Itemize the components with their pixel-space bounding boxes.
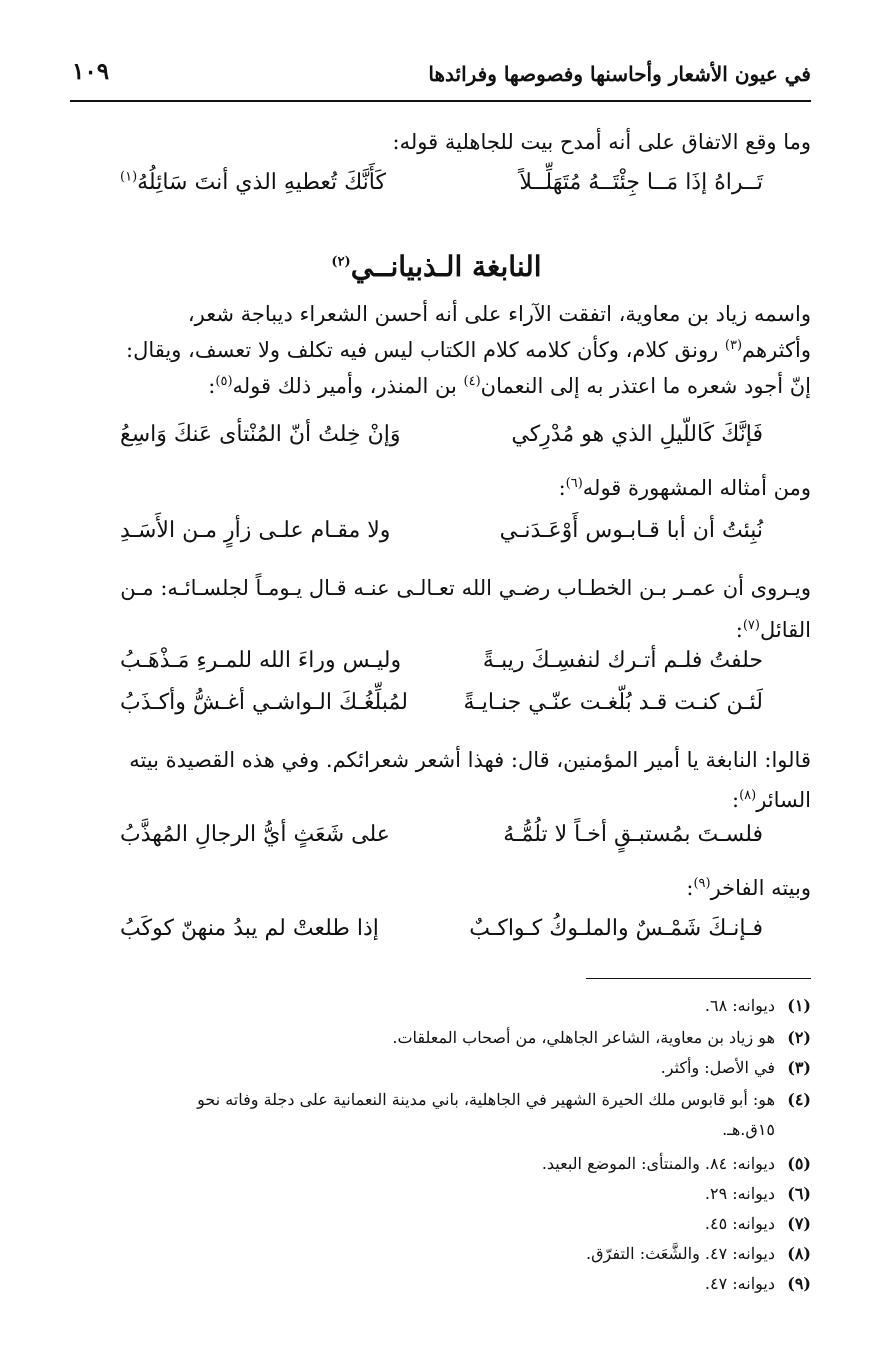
verse-7-second-hemistich: إذا طلعتْ لم يبدُ منهنّ كوكَبُ: [120, 916, 379, 941]
footnote-number: (٧): [787, 1214, 811, 1233]
verse-5-first-hemistich: لَئـن كنـت قـد بُلّغـت عنّـي جنـايـةً: [463, 690, 763, 715]
footnote-ref-3: (٣): [724, 338, 743, 353]
verse-5: [120, 690, 763, 730]
paragraph-umar: [66, 570, 811, 648]
footnote-text: ديوانه: ٨٤. والمنتأى: الموضع البعيد.: [541, 1154, 775, 1173]
footnote-7: [66, 1212, 811, 1236]
verse-6-first-hemistich: فلسـتَ بمُستبـقٍ أخـاً لا تلُمُّـهُ: [503, 822, 763, 847]
verse-2: [120, 422, 763, 462]
footnote-number: (٦): [787, 1184, 811, 1203]
paragraph-line: السائر$^{(٨)}$:: [731, 788, 811, 812]
footnote-number: (٨): [787, 1244, 811, 1263]
footnote-number: (٣): [787, 1058, 811, 1077]
page-number: ١٠٩: [72, 58, 110, 85]
footnote-ref-1: (١): [120, 169, 138, 185]
verse-4-first-hemistich: حلفتُ فلـم أتـرك لنفسِـكَ ريبـةً: [482, 648, 763, 673]
paragraph-line: قالوا: النابغة يا أمير المؤمنين، قال: فهذا أشعر شعرائكم. وفي هذه القصيدة بيته: [129, 748, 811, 772]
paragraph-line: القائل$^{(٧)}$:: [735, 618, 811, 642]
paragraph-intro: وما وقع الاتفاق على أنه أمدح بيت للجاهلية قوله:: [392, 130, 811, 154]
verse-7-first-hemistich: فـإنـكَ شَمْـسٌ والملـوكُ كـواكـبٌ: [469, 916, 763, 941]
footnote-9: [66, 1272, 811, 1296]
verse-3: [120, 518, 763, 558]
footnote-2: [66, 1026, 811, 1050]
header-rule: [70, 100, 811, 102]
footnote-3: [66, 1056, 811, 1080]
footnote-1: [66, 994, 811, 1018]
footnote-text: ديوانه: ٤٧.: [704, 1274, 775, 1293]
paragraph-proverbs: ومن أمثاله المشهورة قوله$^{(٦)}$:: [558, 476, 811, 500]
paragraph-biography: [66, 296, 811, 404]
verse-1-second-hemistich: كَأَنَّكَ تُعطيهِ الذي أنتَ سَائِلُهُ$^{(١)}$: [120, 169, 386, 195]
footnote-number: (٩): [787, 1274, 811, 1293]
footnote-ref-4: (٤): [463, 374, 481, 389]
verse-4-second-hemistich: وليـس وراءَ الله للمـرءِ مَـذْهَـبُ: [120, 648, 402, 673]
verse-5-second-hemistich: لمُبلِّغُـكَ الـواشـي أغـشُّ وأكـذَبُ: [120, 690, 408, 715]
running-title: في عيون الأشعار وأحاسنها وفصوصها وفرائدها: [428, 62, 811, 86]
footnote-text: ديوانه: ٦٨.: [704, 996, 775, 1015]
footnote-text: هو زياد بن معاوية، الشاعر الجاهلي، من أصحاب المعلقات.: [392, 1028, 775, 1047]
footnote-text: ديوانه: ٤٥.: [704, 1214, 775, 1233]
paragraph-line: وأكثرهم$^{(٣)}$ رونق كلام، وكأن كلامه كلام الكتاب ليس فيه تكلف ولا تعسف، ويقال:: [126, 338, 811, 362]
section-title: النابغة الـذبيانــي$^{(٢)}$: [331, 250, 542, 283]
footnote-8: [66, 1242, 811, 1266]
verse-1-first-hemistich: تَــراهُ إذَا مَــا جِئْتَــهُ مُتَهَلِّــلاً: [519, 170, 763, 195]
verse-2-second-hemistich: وَإنْ خِلتُ أنّ المُنْتأى عَنكَ وَاسِعُ: [120, 422, 401, 447]
footnote-text: ديوانه: ٢٩.: [704, 1184, 775, 1203]
paragraph-line: واسمه زياد بن معاوية، اتفقت الآراء على أنه أحسن الشعراء ديباجة شعر،: [187, 302, 811, 326]
footnote-6: [66, 1182, 811, 1206]
footnote-text: هو: أبو قابوس ملك الحيرة الشهير في الجاهلية، باني مدينة النعمانية على دجلة وفاته نحو: [197, 1090, 775, 1109]
footnote-ref-5: (٥): [215, 374, 233, 389]
footnote-ref-7: (٧): [742, 618, 760, 633]
paragraph-famous-verse: وبيته الفاخر$^{(٩)}$:: [686, 876, 811, 900]
verse-2-first-hemistich: فَإنَّكَ كَاللّيلِ الذي هو مُدْرِكي: [511, 422, 763, 447]
paragraph-line: إنّ أجود شعره ما اعتذر به إلى النعمان$^{(٤)}$ بن المنذر، وأمير ذلك قوله$^{(٥)}$:: [208, 374, 811, 398]
footnote-5: [66, 1152, 811, 1176]
footnote-text: ديوانه: ٤٧. والشَّعَث: التفرّق.: [586, 1244, 775, 1263]
footnote-number: (٤): [787, 1090, 811, 1109]
verse-1: [120, 170, 763, 210]
paragraph-verdict: [66, 742, 811, 818]
verse-6: [120, 822, 763, 862]
verse-3-second-hemistich: ولا مقـام علـى زأرٍ مـن الأَسَـدِ: [120, 518, 391, 543]
footnote-separator: [586, 978, 811, 979]
verse-6-second-hemistich: على شَعَثٍ أيُّ الرجالِ المُهذَّبُ: [120, 822, 390, 847]
verse-7: [120, 916, 763, 956]
footnote-ref-6: (٦): [565, 476, 583, 491]
footnote-number: (١): [787, 996, 811, 1015]
paragraph-line: ويـروى أن عمـر بـن الخطـاب رضـي الله تعـالـى عنـه قـال يـومـاً لجلسـائـه: مـن: [120, 576, 811, 600]
footnote-ref-9: (٩): [693, 876, 711, 891]
footnote-4: [66, 1088, 811, 1142]
verse-4: [120, 648, 763, 688]
footnote-number: (٢): [787, 1028, 811, 1047]
verse-3-first-hemistich: نُبِئتُ أن أبا قـابـوس أَوْعَـدَنـي: [499, 518, 763, 543]
footnote-ref-2: (٢): [331, 254, 351, 270]
footnote-continuation: ١٥ق.هـ.: [722, 1120, 775, 1139]
footnote-ref-8: (٨): [739, 788, 757, 803]
footnote-text: في الأصل: وأكثر.: [660, 1058, 775, 1077]
footnote-number: (٥): [787, 1154, 811, 1173]
